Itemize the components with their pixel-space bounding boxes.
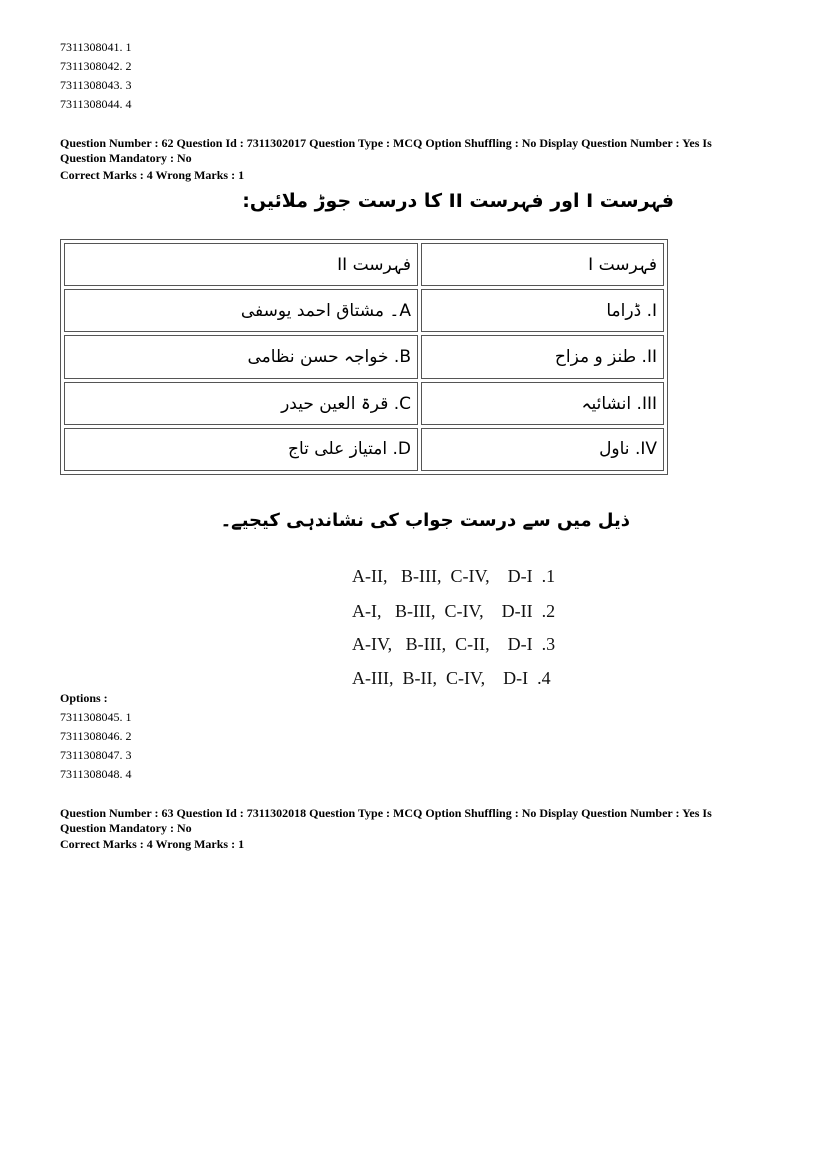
answer-option-4: A-III, B-II, C-IV, D-I .4 xyxy=(352,668,551,688)
q62-option-2: 7311308046. 2 xyxy=(60,729,132,743)
q62-instruction: فہرست I اور فہرست II کا درست جوڑ ملائیں: xyxy=(242,190,674,212)
answer-option-1: A-II, B-III, C-IV, D-I .1 xyxy=(352,566,556,586)
q62-option-3: 7311308047. 3 xyxy=(60,748,132,762)
q62-option-4: 7311308048. 4 xyxy=(60,767,132,781)
cell-list1: IV. ناول xyxy=(421,428,664,471)
q63-marks: Correct Marks : 4 Wrong Marks : 1 xyxy=(60,837,245,851)
q62-marks: Correct Marks : 4 Wrong Marks : 1 xyxy=(60,168,245,182)
q62-choose-text: ذیل میں سے درست جواب کی نشاندہی کیجیے۔ xyxy=(220,510,630,531)
options-label: Options : xyxy=(60,691,108,705)
prev-option-3: 7311308043. 3 xyxy=(60,78,132,92)
q62-option-1: 7311308045. 1 xyxy=(60,710,132,724)
prev-option-1: 7311308041. 1 xyxy=(60,40,132,54)
cell-list2: C. قرۃ العین حیدر xyxy=(64,382,418,425)
prev-option-4: 7311308044. 4 xyxy=(60,97,132,111)
cell-list2: B. خواجہ حسن نظامی xyxy=(64,335,418,378)
table-row xyxy=(64,289,664,332)
prev-option-2: 7311308042. 2 xyxy=(60,59,132,73)
header-list2: فہرست II xyxy=(64,243,418,286)
table-row xyxy=(64,382,664,425)
q63-header: Question Number : 63 Question Id : 7311302018 Question Type : MCQ Option Shuffling : No Display Question Number : Yes Is Question Mandatory : No xyxy=(60,806,712,835)
match-table xyxy=(60,239,668,475)
cell-list1: II. طنز و مزاح xyxy=(421,335,664,378)
table-row xyxy=(64,428,664,471)
cell-list1: I. ڈراما xyxy=(421,289,664,332)
answer-option-2: A-I, B-III, C-IV, D-II .2 xyxy=(352,601,556,621)
cell-list2: A۔ مشتاق احمد یوسفی xyxy=(64,289,418,332)
cell-list1: III. انشائیہ xyxy=(421,382,664,425)
answer-option-3: A-IV, B-III, C-II, D-I .3 xyxy=(352,634,556,654)
header-list1: فہرست I xyxy=(421,243,664,286)
q62-header: Question Number : 62 Question Id : 7311302017 Question Type : MCQ Option Shuffling : No Display Question Number : Yes Is Question Mandatory : No xyxy=(60,136,712,165)
cell-list2: D. امتیاز علی تاج xyxy=(64,428,418,471)
table-row xyxy=(64,335,664,378)
table-header-row xyxy=(64,243,664,286)
